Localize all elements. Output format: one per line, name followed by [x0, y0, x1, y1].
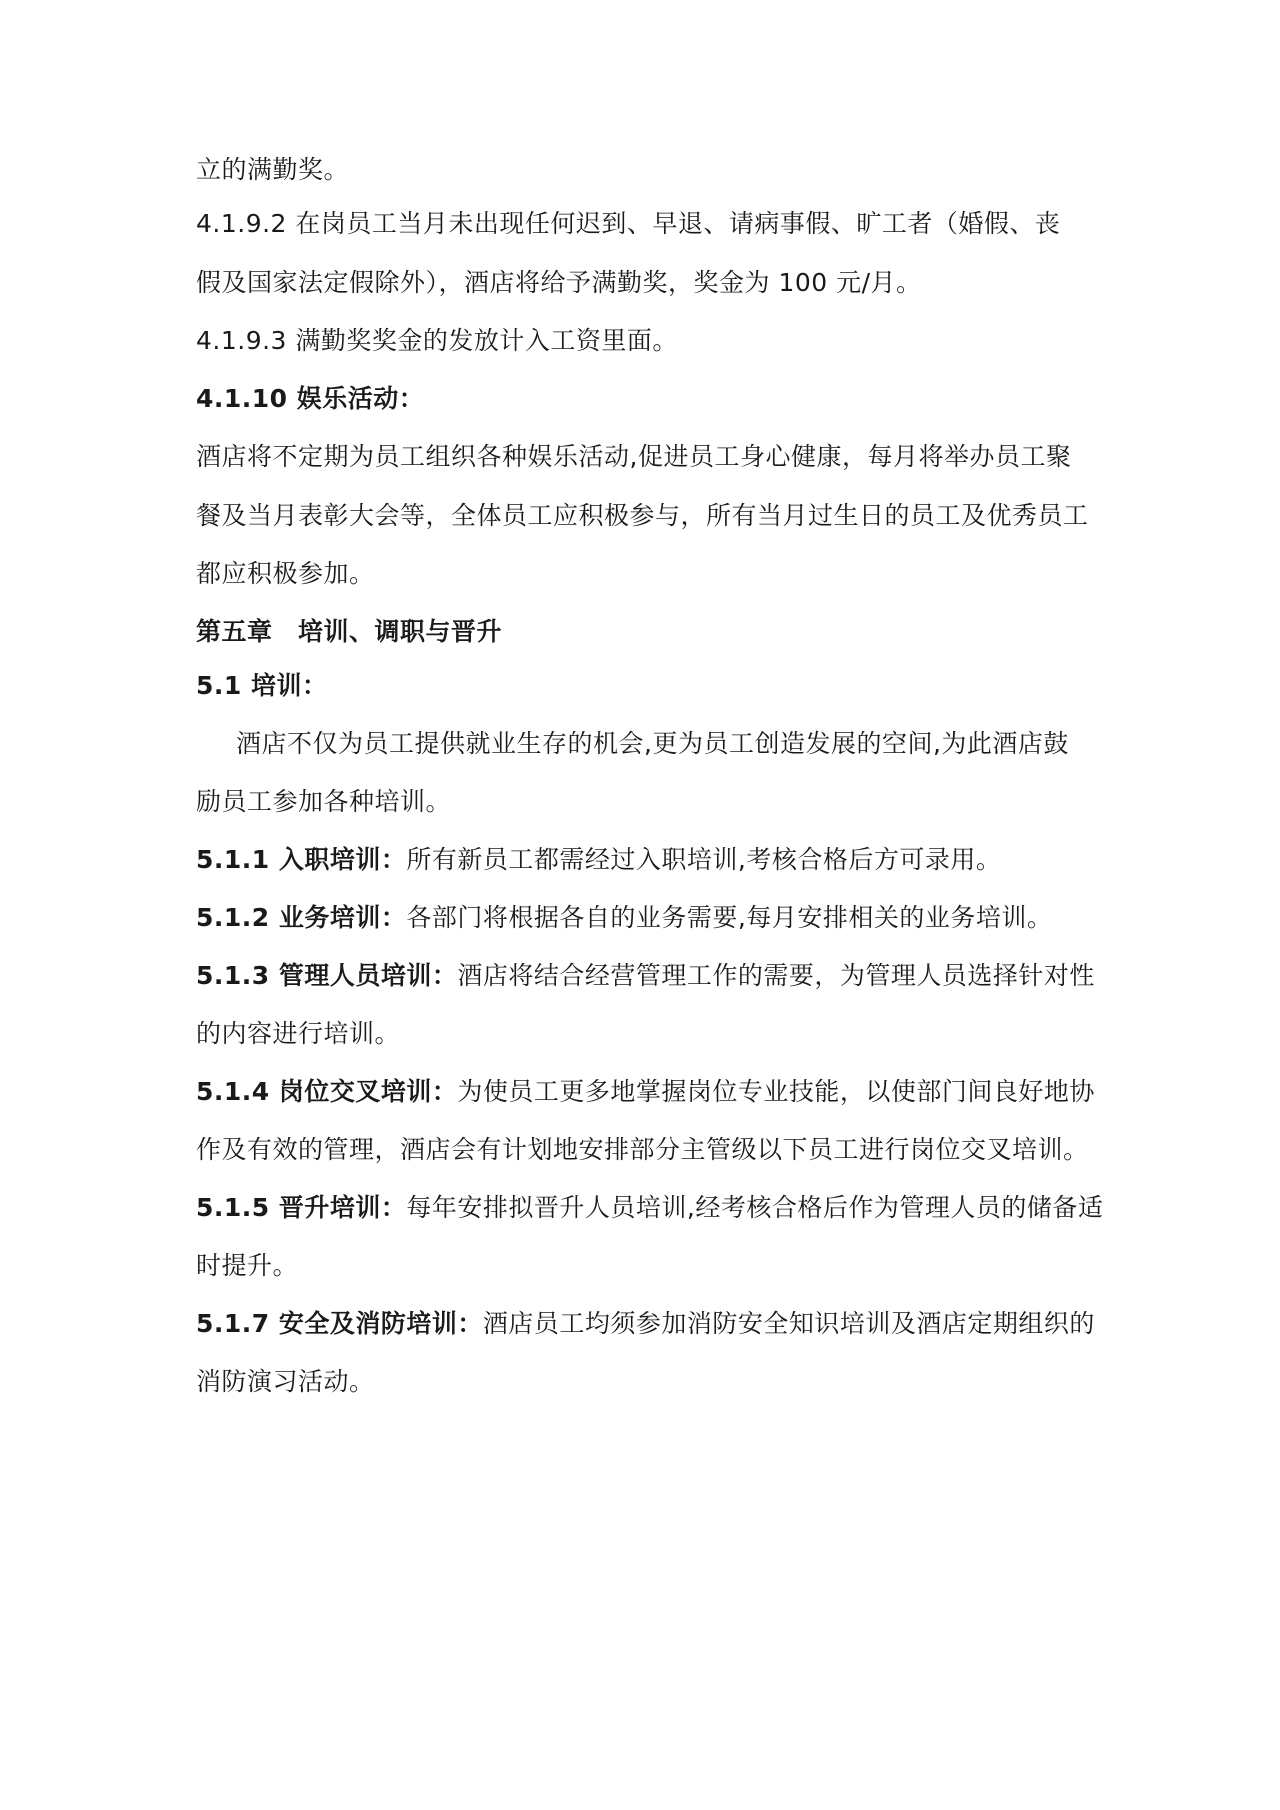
line-text: 4.1.9.3 满勤奖奖金的发放计入工资里面。: [196, 326, 678, 355]
line-text: 都应积极参加。: [196, 559, 375, 588]
line-text: 每年安排拟晋升人员培训,经考核合格后作为管理人员的储备适: [406, 1193, 1104, 1222]
line-text: 假及国家法定假除外），酒店将给予满勤奖，奖金为 100 元/月。: [196, 268, 922, 297]
paragraph-line: [196, 1249, 1096, 1283]
paragraph-line: [196, 1365, 1096, 1399]
item-label: 5.1.2 业务培训：: [196, 903, 407, 932]
line-text: 酒店不仅为员工提供就业生存的机会,更为员工创造发展的空间,为此酒店鼓: [236, 729, 1069, 758]
paragraph-line: [196, 440, 1096, 474]
paragraph-line: [196, 1017, 1096, 1051]
paragraph-line: [196, 557, 1096, 591]
line-text: 立的满勤奖。: [196, 155, 350, 184]
line-text: 的内容进行培训。: [196, 1019, 401, 1048]
paragraph-line: [196, 1133, 1096, 1167]
line-text: 为使员工更多地掌握岗位专业技能，以使部门间良好地协: [457, 1077, 1095, 1106]
line-text: 所有新员工都需经过入职培训,考核合格后方可录用。: [406, 845, 1002, 874]
chapter-heading: [196, 615, 1096, 649]
line-text: 4.1.9.2 在岗员工当月未出现任何迟到、早退、请病事假、旷工者（婚假、丧: [196, 209, 1061, 238]
paragraph-line: [196, 499, 1096, 533]
heading-text: 5.1 培训：: [196, 671, 328, 700]
item-label: 5.1.1 入职培训：: [196, 845, 407, 874]
line-text: 时提升。: [196, 1251, 299, 1280]
heading-text: 4.1.10 娱乐活动：: [196, 384, 425, 413]
heading-text: 第五章 培训、调职与晋升: [196, 617, 503, 646]
item-label: 5.1.4 岗位交叉培训：: [196, 1077, 458, 1106]
item-label: 5.1.3 管理人员培训：: [196, 961, 458, 990]
paragraph-line: [196, 1191, 1104, 1225]
paragraph-line: [196, 1307, 1096, 1341]
line-text: 各部门将根据各自的业务需要,每月安排相关的业务培训。: [406, 903, 1053, 932]
paragraph-line: [196, 785, 1096, 819]
line-text: 酒店员工均须参加消防安全知识培训及酒店定期组织的: [482, 1309, 1095, 1338]
paragraph-line: [236, 727, 1136, 761]
paragraph-line: [196, 266, 1096, 300]
line-text: 消防演习活动。: [196, 1367, 375, 1396]
paragraph-line: [196, 1075, 1096, 1109]
paragraph-line: [196, 843, 1096, 877]
line-text: 酒店将结合经营管理工作的需要，为管理人员选择针对性: [457, 961, 1095, 990]
paragraph-line: [196, 153, 1096, 187]
paragraph-line: [196, 959, 1096, 993]
line-text: 酒店将不定期为员工组织各种娱乐活动,促进员工身心健康，每月将举办员工聚: [196, 442, 1072, 471]
line-text: 餐及当月表彰大会等，全体员工应积极参与，所有当月过生日的员工及优秀员工: [196, 501, 1089, 530]
paragraph-line: [196, 901, 1096, 935]
paragraph-line: [196, 324, 1096, 358]
paragraph-line: [196, 207, 1096, 241]
line-text: 作及有效的管理，酒店会有计划地安排部分主管级以下员工进行岗位交叉培训。: [196, 1135, 1089, 1164]
section-heading: [196, 382, 1096, 416]
section-heading: [196, 669, 1096, 703]
item-label: 5.1.5 晋升培训：: [196, 1193, 407, 1222]
line-text: 励员工参加各种培训。: [196, 787, 452, 816]
item-label: 5.1.7 安全及消防培训：: [196, 1309, 483, 1338]
